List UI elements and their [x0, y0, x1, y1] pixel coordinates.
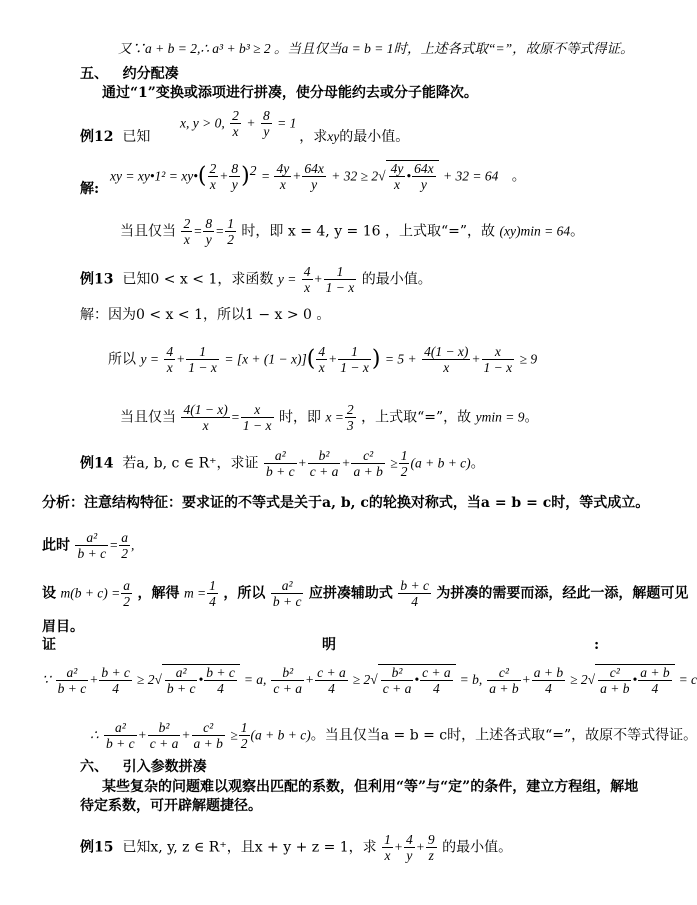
fraction: $\frac{b + c}{4}$: [101, 665, 130, 696]
example-13-solution-equation: 所以 y = $\frac{4}{x}$ + $\frac{1}{1 - x}$ = [x + (1 − x)]( $\frac{4}{x}$ + $\frac{1}{1 - x}$ ) = 5 + $\frac{4(1 - x)}{x}$ + $\frac{x}{1 - x}$ ≥ 9: [108, 344, 538, 375]
analysis-end: 眉目。: [42, 619, 84, 635]
fraction: $\frac{1}{1 - x}$: [188, 344, 217, 375]
fraction: $\frac{4}{x}$: [303, 264, 311, 295]
fraction: $\frac{\text{a²}}{b + c}$: [77, 530, 107, 561]
fraction: $\frac{\text{a²}}{b + c}$: [272, 578, 302, 609]
example-12-prompt: 例12 已知 ，求xy的最小值。: [80, 129, 410, 145]
fraction: $\frac{c + a}{4}$: [317, 665, 346, 696]
analysis-paragraph: 分析：注意结构特征：要求证的不等式是关于a, b, c的轮换对称式，当a = b = c时，等式成立。: [42, 495, 650, 511]
square-root: $\frac{4y}{x}$ • $\frac{64x}{y}$: [386, 160, 439, 192]
fraction: $\frac{2}{x}$: [209, 161, 217, 192]
proof-main-inequalities: ∵ $\frac{\text{a²}}{b + c}$ + $\frac{b + c}{4}$ ≥ 2√ $\frac{\text{a²}}{b + c}$ • $\frac{b + c}{4}$ = a, $\frac{\text{b²}}{c + a}$ + $\frac{c + a}{4}$ ≥ 2√ $\frac{\text{b²}}{c + a}$ • $\frac{c + a}{4}$ = b, $\frac{\text{c²}}{a + b}$ + $\frac{a + b}{4}$ ≥ 2√ $\frac{\text{c²}}{a + b}$ • $\frac{a + b}{4}$ = c: [42, 665, 697, 696]
proof-heading-left: 证: [42, 637, 56, 653]
section-6-heading: 六、 引入参数拼凑: [80, 759, 207, 775]
section-6-description-line-2: 待定系数，可开辟解题捷径。: [80, 798, 262, 814]
fraction: $\frac{b + c}{4}$: [400, 578, 429, 609]
fraction: $\frac{\text{c²}}{a + b}$: [193, 720, 223, 751]
fraction: $\frac{1}{2}$: [400, 448, 408, 479]
example-14-prompt: 例14 若a, b, c ∈ R⁺，求证 $\frac{\text{a²}}{b + c}$ + $\frac{\text{b²}}{c + a}$ + $\frac{\text{c²}}{a + b}$ ≥ $\frac{1}{2}$ (a + b + c)。: [80, 448, 485, 479]
section-5-heading: 五、 约分配凑: [80, 66, 179, 82]
analysis-parameter: 设 m(b + c) = $\frac{a}{2}$ ，解得 m = $\frac{1}{4}$ ，所以 $\frac{\text{a²}}{b + c}$ 应拼凑辅助式 $\frac{b + c}{4}$ 为拼凑的需要而添，经此一添，解题可见: [42, 578, 689, 609]
fraction: $\frac{2}{3}$: [346, 402, 354, 433]
section-6-description-line-1: 某些复杂的问题难以观察出匹配的系数，但利用“等”与“定”的条件，建立方程组，解地: [102, 779, 639, 795]
fraction: $\frac{8}{y}$: [231, 161, 239, 192]
example-12-solution-label: 解:: [80, 181, 100, 197]
fraction: $\frac{4y}{x}$: [276, 161, 290, 192]
example-12-solution-equation: xy = xy•1² = xy•( $\frac{2}{x}$ + $\frac{8}{y}$ )$^2$ = $\frac{4y}{x}$ + $\frac{64x}{y}$ + 32 ≥ 2√ $\frac{4y}{x}$ • $\frac{64x}{y}$ + 32 = 64 。: [110, 161, 526, 192]
fraction: $\frac{\text{a²}}{b + c}$: [266, 448, 295, 479]
fraction: $\frac{1}{1 - x}$: [325, 264, 355, 295]
fraction: $\frac{x}{1 - x}$: [242, 402, 272, 433]
fraction: $\frac{2}{x}$: [232, 108, 239, 139]
example-12-equality-condition: 当且仅当 $\frac{2}{x}$ = $\frac{8}{y}$ = $\frac{1}{2}$ 时，即 x = 4, y = 16 ，上式取“=”，故 (xy)min = 64。: [120, 216, 585, 247]
fraction: $\frac{8}{y}$: [205, 216, 213, 247]
fraction: $\frac{1}{1 - x}$: [340, 344, 369, 375]
fraction: $\frac{a}{2}$: [121, 530, 128, 561]
analysis-ratio: 此时 $\frac{\text{a²}}{b + c}$ = $\frac{a}{2}$ ,: [42, 530, 135, 561]
fraction: $\frac{\text{a²}}{b + c}$: [57, 665, 87, 696]
section-5-description: 通过“1”变换或添项进行拼凑，使分母能约去或分子能降次。: [102, 85, 478, 101]
fraction: $\frac{\text{b²}}{c + a}$: [273, 665, 303, 696]
fraction: $\frac{1}{2}$: [227, 216, 234, 247]
fraction: $\frac{1}{x}$: [384, 832, 391, 863]
fraction: $\frac{a}{2}$: [123, 578, 131, 609]
fraction: $\frac{\text{b²}}{c + a}$: [309, 448, 339, 479]
fraction: $\frac{8}{y}$: [262, 108, 270, 139]
fraction: $\frac{4}{x}$: [166, 344, 174, 375]
fraction: $\frac{1}{4}$: [209, 578, 216, 609]
fraction: $\frac{\text{b²}}{c + a}$: [149, 720, 179, 751]
fraction: $\frac{9}{z}$: [427, 832, 435, 863]
fraction: $\frac{\text{c²}}{a + b}$: [489, 665, 519, 696]
fraction: $\frac{4}{y}$: [406, 832, 413, 863]
proof-conclusion: ∴ $\frac{\text{a²}}{b + c}$ + $\frac{\text{b²}}{c + a}$ + $\frac{\text{c²}}{a + b}$ ≥ $\frac{1}{2}$ (a + b + c)。当且仅当a = b = c时，上述各式取“=”，故原不等式得证。: [90, 720, 697, 751]
proof-heading-center: 明: [322, 637, 336, 653]
example-13-solution-intro: 解：因为0 < x < 1，所以1 − x > 0 。: [80, 307, 331, 323]
example-13-equality-condition: 当且仅当 $\frac{4(1 - x)}{x}$ = $\frac{x}{1 - x}$ 时，即 x = $\frac{2}{3}$ ，上式取“=”，故 ymin = 9。: [120, 402, 539, 433]
proof-conclusion-line: 又∵a + b = 2,∴ a³ + b³ ≥ 2 。当且仅当a = b = 1时，上述各式取“=”，故原不等式得证。: [118, 41, 634, 56]
fraction: $\frac{x}{1 - x}$: [483, 344, 513, 375]
square-root: $\frac{\text{c²}}{a + b}$ • $\frac{a + b}{4}$: [595, 664, 674, 696]
fraction: $\frac{a + b}{4}$: [533, 665, 564, 696]
proof-heading-colon: :: [594, 637, 600, 653]
example-15-prompt: 例15 已知x, y, z ∈ R⁺，且x + y + z = 1，求 $\frac{1}{x}$ + $\frac{4}{y}$ + $\frac{9}{z}$ 的最小值。: [80, 832, 513, 863]
fraction: $\frac{2}{x}$: [183, 216, 191, 247]
fraction: $\frac{64x}{y}$: [304, 161, 324, 192]
fraction: $\frac{4(1 - x)}{x}$: [424, 344, 469, 375]
fraction: $\frac{1}{2}$: [240, 720, 248, 751]
fraction: $\frac{\text{c²}}{a + b}$: [353, 448, 383, 479]
square-root: $\frac{\text{a²}}{b + c}$ • $\frac{b + c}{4}$: [162, 664, 240, 696]
square-root: $\frac{\text{b²}}{c + a}$ • $\frac{c + a}{4}$: [378, 664, 456, 696]
example-13-prompt: 例13 已知0 < x < 1，求函数 y = $\frac{4}{x}$ + $\frac{1}{1 - x}$ 的最小值。: [80, 264, 432, 295]
example-12-condition: x, y > 0, $\frac{2}{x}$ + $\frac{8}{y}$ = 1: [180, 108, 297, 139]
fraction: $\frac{4(1 - x)}{x}$: [183, 402, 228, 433]
fraction: $\frac{4}{x}$: [318, 344, 326, 375]
fraction: $\frac{\text{a²}}{b + c}$: [106, 720, 135, 751]
